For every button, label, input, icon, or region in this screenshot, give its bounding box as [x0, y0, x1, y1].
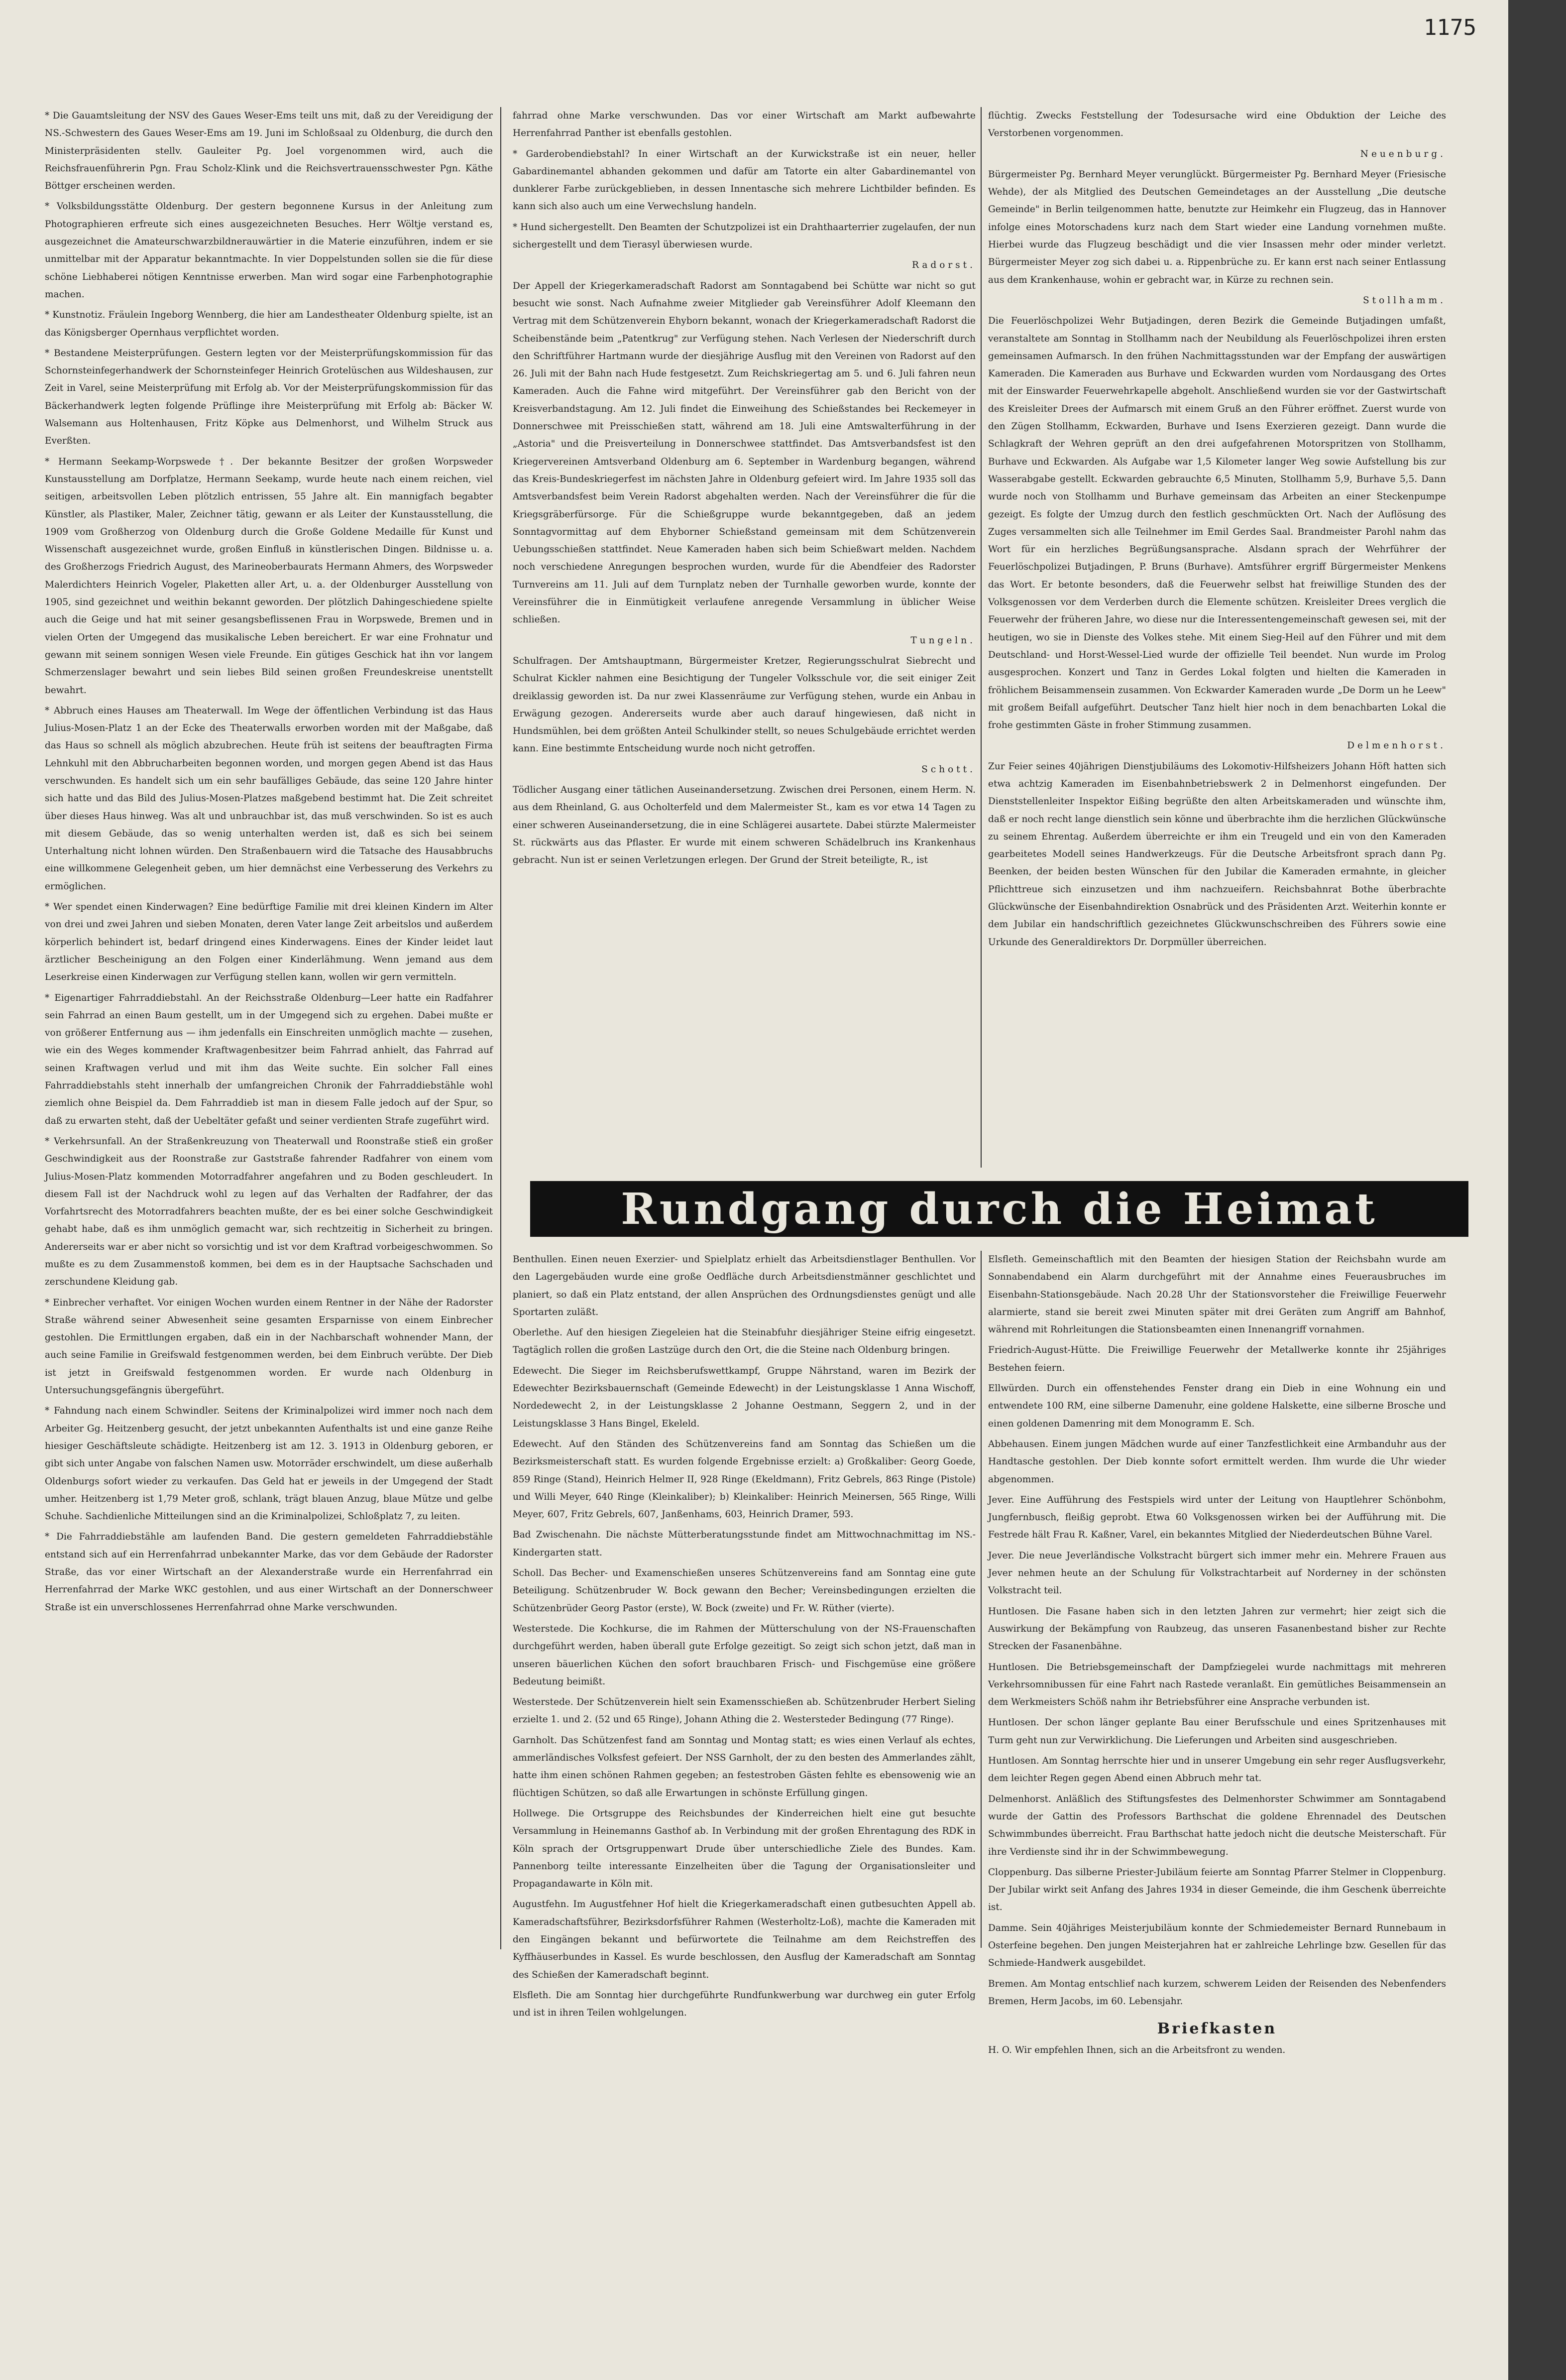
briefkasten-text: H. O. Wir empfehlen Ihnen, sich an die Arbeitsfront zu wenden.: [988, 2045, 1286, 2056]
article-paragraph: Huntlosen. Die Betriebsgemeinschaft der Dampfziegelei wurde nachmittags mit mehreren Verkehrsomnibussen für eine Fahrt nach Rastede veranlaßt. Ein gemütliches Beisammensein an dem Werkmeisters Schöß nahm ihr Betriebsführer eine Ansprache verbunden ist.: [988, 1662, 1446, 1708]
article-paragraph: * Fahndung nach einem Schwindler. Seitens der Kriminalpolizei wird immer noch nach dem Arbeiter Gg. Heitzenberg gesucht, der jetzt unbekannten Aufenthalts ist und eine ganze Reihe hiesiger Geschäftsleute schädigte. Heitzenberg ist am 12. 3. 1913 in Oldenburg geboren, er gibt sich unter Angabe von falschen Namen usw. Motorräder erschwindelt, um diese außerhalb Oldenburgs sofort wieder zu verkaufen. Das Geld hat er jeweils in der Umgegend der Stadt umher. Heitzenberg ist 1,79 Meter groß, schlank, trägt blauen Anzug, blaue Mütze und gelbe Schuhe. Sachdienliche Mitteilungen sind an die Kriminalpolizei, Schloßplatz 7, zu leiten.: [45, 1406, 493, 1522]
article-paragraph: Hollwege. Die Ortsgruppe des Reichsbundes der Kinderreichen hielt eine gut besuchte Versammlung in Heinemanns Gasthof ab. In Verbindung mit der großen Ehrentagung des RDK in Köln sprach der Ortsgruppenwart Drude über unterschiedliche Ziele des Bundes. Kam. Pannenborg teilte interessante Einzelheiten über die Tagung der Organisationsleiter und Propagandawarte in Köln mit.: [513, 1808, 976, 1890]
article-paragraph: Delmenhorst. Anläßlich des Stiftungsfestes des Delmenhorster Schwimmer am Sonntagabend wurde der Gattin des Professors Barthschat die goldene Ehrennadel des Deutschen Schwimmbundes überreicht. Frau Barthschat hatte jedoch nicht die deutsche Meisterschaft. Für ihre Verdienste sind ihr in der Schwimmbewegung.: [988, 1793, 1446, 1857]
article-paragraph: * Hund sichergestellt. Den Beamten der Schutzpolizei ist ein Drahthaarterrier zugelaufen, der nun sichergestellt und dem Tierasyl überwiesen wurde.: [513, 222, 976, 250]
article-paragraph: Ellwürden. Durch ein offenstehendes Fenster drang ein Dieb in eine Wohnung ein und entwendete 100 RM, eine silberne Damenuhr, eine goldene Halskette, eine silberne Brosche und einen goldenen Damenring mit dem Monogramm E. Sch.: [988, 1383, 1446, 1429]
article-paragraph: Zur Feier seines 40jährigen Dienstjubiläums des Lokomotiv-Hilfsheizers Johann Höft hatten sich etwa achtzig Kameraden im Eisenbahnbetriebswerk 2 in Delmenhorst eingefunden. Der Dienststellenleiter Inspektor Eißing begrüßte den alten Arbeitskameraden und wünschte ihm, daß er noch recht lange dienstlich sein könne und überbrachte ihm die herzlichen Glückwünsche zu seinem Ehrentag. Außerdem überreichte er ihm ein Treugeld und ein von den Kameraden gearbeitetes Modell seines Handwerkzeugs. Für die Deutsche Arbeitsfront sprach dann Pg. Beenken, der beiden besten Wünschen für den Jubilar die Kameraden ermahnte, in gleicher Pflichttreue sich einzusetzen und ihm nachzueifern. Reichsbahnrat Bothe überbrachte Glückwünsche der Eisenbahndirektion Osnabrück und des Präsidenten Arzt. Weiterhin konnte er dem Jubilar ein handschriftlich gezeichnetes Glückwunschschreiben des Führers sowie eine Urkunde des Generaldirektors Dr. Dorpmüller überreichen.: [988, 761, 1446, 948]
briefkasten-title: Briefkasten: [1157, 2020, 1277, 2038]
article-paragraph: Damme. Sein 40jähriges Meisterjubiläum konnte der Schmiedemeister Bernard Runnebaum in Osterfeine begehen. Den jungen Meisterjahren hat er zahlreiche Lehrlinge bzw. Gesellen für das Schmiede-Handwerk ausgebildet.: [988, 1922, 1446, 1969]
article-paragraph: Jever. Eine Aufführung des Festspiels wird unter der Leitung von Hauptlehrer Schönbohm, Jungfernbusch, fleißig geprobt. Etwa 60 Volksgenossen wirken bei der Aufführung mit. Die Festrede hält Frau R. Kaßner, Varel, ein bekanntes Mitglied der Niederdeutschen Bühne Varel.: [988, 1494, 1446, 1541]
article-paragraph: * Volksbildungsstätte Oldenburg. Der gestern begonnene Kursus in der Anleitung zum Photographieren erfreute sich eines ausgezeichneten Besuches. Herr Wöltje verstand es, ausgezeichnet die Amateurschwarzbildnerauwärtier in die Materie einzuführen, indem er sie unmittelbar mit der Apparatur bekanntmachte. In vier Doppelstunden sollen sie die für diese schöne Liebhaberei nötigen Kenntnisse erwerben. Man wird sogar eine Farbenphotographie machen.: [45, 201, 493, 300]
article-paragraph: * Wer spendet einen Kinderwagen? Eine bedürftige Familie mit drei kleinen Kindern im Alter von drei und zwei Jahren und sieben Monaten, deren Vater lange Zeit arbeitslos und außerdem körperlich behindert ist, bedarf dringend eines Kinderwagens. Eines der Kinder leidet laut ärztlicher Bescheinigung an den Folgen einer Kinderlähmung. Wenn jemand aus dem Leserkreise einen Kinderwagen zur Verfügung stellen kann, wollen wir gern vermitteln.: [45, 902, 493, 983]
column-2-bottom: [513, 1251, 976, 2024]
column-2-top: [513, 107, 976, 872]
article-paragraph: * Kunstnotiz. Fräulein Ingeborg Wennberg, die hier am Landestheater Oldenburg spielte, ist an das Königsberger Opernhaus verpflichtet worden.: [45, 310, 493, 338]
column-3-bottom: [988, 1251, 1446, 2062]
column-rule-3: [981, 1251, 982, 1948]
article-paragraph: Edewecht. Die Sieger im Reichsberufswettkampf, Gruppe Nährstand, waren im Bezirk der Edewechter Bezirksbauernschaft (Gemeinde Edewecht) in der Leistungsklasse 1 Anna Wischoff, Nordedewecht 2, in der Leistungsklasse 2 Johanne Oestmann, Seggern 2, und in der Leistungsklasse 3 Hans Bingel, Ekeleld.: [513, 1365, 976, 1429]
article-paragraph: Bürgermeister Pg. Bernhard Meyer verunglückt. Bürgermeister Pg. Bernhard Meyer (Friesische Wehde), der als Mitglied des Deutschen Gemeindetages an der Ausstellung „Die deutsche Gemeinde" in Berlin teilgenommen hatte, benutzte zur Heimkehr ein Flugzeug, das in Hannover infolge eines Motorschadens kurz nach dem Start wieder eine Landung vornehmen mußte. Hierbei wurde das Flugzeug beschädigt und die vier Insassen mehr oder minder verletzt. Bürgermeister Meyer zog sich dabei u. a. Rippenbrüche zu. Er kann erst nach seiner Entlassung aus dem Krankenhause, wohin er gebracht war, in Kürze zu rechnen sein.: [988, 169, 1446, 285]
article-paragraph: Oberlethe. Auf den hiesigen Ziegeleien hat die Steinabfuhr diesjähriger Steine eifrig eingesetzt. Tagtäglich rollen die großen Lastzüge durch den Ort, die die Steine nach Oldenburg bringen.: [513, 1327, 976, 1356]
article-paragraph: Huntlosen. Der schon länger geplante Bau einer Berufsschule und eines Spritzenhauses mit Turm geht nun zur Verwirklichung. Die Lieferungen und Arbeiten sind ausgeschrieben.: [988, 1717, 1446, 1746]
article-paragraph: Elsfleth. Die am Sonntag hier durchgeführte Rundfunkwerbung war durchweg ein guter Erfolg und ist in ihren Teilen wohlgelungen.: [513, 1990, 976, 2019]
location-heading: Neuenburg.: [1360, 148, 1446, 159]
article-paragraph: * Garderobendiebstahl? In einer Wirtschaft an der Kurwickstraße ist ein neuer, heller Gabardinemantel abhanden gekommen und dafür am Tatorte ein alter Gabardinemantel von dunklerer Farbe zurückgeblieben, in dessen Innentasche sich mehrere Lichtbilder befinden. Es kann sich also auch um eine Verwechslung handeln.: [513, 148, 976, 212]
column-3-top: [988, 107, 1446, 954]
article-paragraph: * Abbruch eines Hauses am Theaterwall. Im Wege der öffentlichen Verbindung ist das Haus Julius-Mosen-Platz 1 an der Ecke des Theaterwalls erworben worden mit der Maßgabe, daß das Haus so schnell als möglich abzubrechen. Heute früh ist seitens der beauftragten Firma Lehnkuhl mit den Abbrucharbeiten begonnen worden, und morgen gegen Abend ist das Haus verschwunden. Es handelt sich um ein sehr baufälliges Gebäude, das seine 120 Jahre hinter sich hatte und das Bild des Julius-Mosen-Platzes maßgebend bestimmt hat. Die Zeit schreitet über dieses Haus hinweg. Was alt und unbrauchbar ist, das muß verschwinden. So ist es auch mit diesem Gebäude, das so wenig unterhalten werden ist, daß es sich bei seinem Unterhaltung nicht lohnen würden. Den Straßenbauern wird die Tatsache des Hausabbruchs eine willkommene Gelegenheit geben, um hier demnächst eine Verbesserung des Verkehrs zu ermöglichen.: [45, 705, 493, 892]
page-number: 1175: [1424, 15, 1476, 40]
article-paragraph: Jever. Die neue Jeverländische Volkstracht bürgert sich immer mehr ein. Mehrere Frauen aus Jever nehmen heute an der Schulung für Volkstrachtarbeit auf Norderney in der schönsten Volkstracht teil.: [988, 1550, 1446, 1596]
article-paragraph: Schulfragen. Der Amtshauptmann, Bürgermeister Kretzer, Regierungsschulrat Siebrecht und Schulrat Kickler nahmen eine Besichtigung der Tungeler Volksschule vor, die seit einiger Zeit dreiklassig geworden ist. Da nur zwei Klassenräume zur Verfügung stehen, wurde ein Anbau in Erwägung gezogen. Andererseits wurde aber auch darauf hingewiesen, daß nicht in Hundsmühlen, bei dem größten Anteil Schulkinder stellt, so neues Schulgebäude errichtet werden kann. Eine bestimmte Entscheidung wurde noch nicht getroffen.: [513, 655, 976, 754]
article-paragraph: Westerstede. Der Schützenverein hielt sein Examensschießen ab. Schützenbruder Herbert Sieling erzielte 1. und 2. (52 und 65 Ringe), Johann Athing die 2. Westersteder Bedingung (77 Ringe).: [513, 1697, 976, 1725]
article-paragraph: fahrrad ohne Marke verschwunden. Das vor einer Wirtschaft am Markt aufbewahrte Herrenfahrrad Panther ist ebenfalls gestohlen.: [513, 111, 976, 139]
article-paragraph: Friedrich-August-Hütte. Die Freiwillige Feuerwehr der Metallwerke konnte ihr 25jähriges Bestehen feiern.: [988, 1345, 1446, 1373]
article-paragraph: Der Appell der Kriegerkameradschaft Radorst am Sonntagabend bei Schütte war nicht so gut besucht wie sonst. Nach Aufnahme zweier Mitglieder gab Vereinsführer Adolf Kleemann den Vertrag mit dem Schützenverein Ehyborn bekannt, wonach der Kriegerkameradschaft Radorst die Scheibenstände beim „Patentkrug" zur Verfügung stehen. Nach Verlesen der Niederschrift durch den Schriftführer Hartmann wurde der diesjährige Ausflug mit den Vereinen von Radorst auf den 26. Juli mit der Bahn nach Hude festgesetzt. Zum Reichskriegertag am 5. und 6. Juli fahren neun Kameraden. Auch die Fahne wird mitgeführt. Der Vereinsführer gab den Bericht von der Kreisverbandstagung. Am 12. Juli findet die Einweihung des Schießstandes bei Reckemeyer in Donnerschwee mit Preisschießen statt, während am 18. Juli eine Amtswalterführung in der „Astoria" und die Preisverteilung in Donnerschwee stattfindet. Das Amtsverbandsfest ist den Kriegervereinen Amtsverband Oldenburg am 6. September in Wardenburg begangen, während das Kreis-Bundeskriegerfest im nächsten Jahre in Oldenburg gefeiert wird. Im Jahre 1935 soll das Amtsverbandsfest beim Verein Radorst abgehalten werden. Nach der Vereinsführer die für die Kriegsgräberfürsorge. Für die Schießgruppe wurde bekanntgegeben, daß an jedem Sonntagvormittag auf dem Ehyborner Schießstand gemeinsam mit dem Schützenverein Uebungsschießen stattfindet. Neue Kameraden haben sich beim Schießwart melden. Nachdem noch verschiedene Anregungen besprochen wurden, wurde für die Abendfeier des Radorster Turnvereins am 11. Juli auf dem Turnplatz neben der Turnhalle geworben wurde, konnte der Vereinsführer die in Einmütigkeit verlaufene anregende Versammlung in üblicher Weise schließen.: [513, 280, 976, 625]
location-heading: Delmenhorst.: [1347, 740, 1446, 751]
article-paragraph: * Verkehrsunfall. An der Straßenkreuzung von Theaterwall und Roonstraße stieß ein großer Geschwindigkeit aus der Roonstraße zur Gaststraße fahrender Radfahrer von einem vom Julius-Mosen-Platz kommenden Motorradfahrer angefahren und zu Boden geschleudert. In diesem Fall ist der Nachdruck wohl zu legen auf das Verhalten der Radfahrer, der das Vorfahrtsrecht des Motorradfahrers beachten mußte, der es bei einer solche Geschwindigkeit gehabt habe, daß es ihm unmöglich gemacht war, sich rechtzeitig in Sicherheit zu bringen. Andererseits war er aber nicht so vorsichtig und ist vor dem Kraftrad vorbeigeschwommen. So mußte es zu dem Zusammenstoß kommen, bei dem es in der Hauptsache Sachschaden und zerschundene Kleidung gab.: [45, 1136, 493, 1288]
article-paragraph: * Bestandene Meisterprüfungen. Gestern legten vor der Meisterprüfungskommission für das Schornsteinfegerhandwerk der Schornsteinfeger Heinrich Grotelüschen aus Wildeshausen, zur Zeit in Varel, seine Meisterprüfung mit Erfolg ab. Vor der Meisterprüfungskommission für das Bäckerhandwerk legten folgende Prüflinge ihre Meisterprüfung mit Erfolg ab: Bäcker W. Walsemann aus Holtenhausen, Fritz Köpke aus Delmenhorst, und Wilhelm Struck aus Everßten.: [45, 348, 493, 447]
article-paragraph: Westerstede. Die Kochkurse, die im Rahmen der Mütterschulung von der NS-Frauenschaften durchgeführt werden, haben überall gute Erfolge gezeitigt. So zeigt sich schon jetzt, daß man in unseren bäuerlichen Küchen den sofort brauchbaren Frisch- und Fischgemüse eine größere Bedeutung beimißt.: [513, 1623, 976, 1687]
article-paragraph: flüchtig. Zwecks Feststellung der Todesursache wird eine Obduktion der Leiche des Verstorbenen vorgenommen.: [988, 111, 1446, 139]
article-paragraph: Abbehausen. Einem jungen Mädchen wurde auf einer Tanzfestlichkeit eine Armbanduhr aus der Handtasche gestohlen. Der Dieb konnte sofort ermittelt werden. Ihm wurde die Uhr wieder abgenommen.: [988, 1438, 1446, 1485]
location-heading: Schott.: [921, 764, 976, 775]
article-paragraph: Benthullen. Einen neuen Exerzier- und Spielplatz erhielt das Arbeitsdienstlager Benthullen. Vor den Lagergebäuden wurde eine große Oedfläche durch Arbeitsdienstmänner geschlichtet und planiert, so daß ein Platz entstand, der allen Ansprüchen des Ordnungsdienstes genügt und alle Sportarten zuläßt.: [513, 1254, 976, 1317]
article-paragraph: * Die Fahrraddiebstähle am laufenden Band. Die gestern gemeldeten Fahrraddiebstähle entstand sich auf ein Herrenfahrrad unbekannter Marke, das vor dem Gebäude der Radorster Straße, das vor einer Wirtschaft an der Alexanderstraße wurde ein Herrenfahrrad ein Herrenfahrrad der Marke WKC gestohlen, und aus einer Wirtschaft an der Donnerschweer Straße ist ein unverschlossenes Herrenfahrrad ohne Marke verschwunden.: [45, 1532, 493, 1613]
location-heading: Radorst.: [911, 260, 976, 271]
article-paragraph: * Hermann Seekamp-Worpswede †. Der bekannte Besitzer der großen Worpsweder Kunstausstellung am Dorfplatze, Hermann Seekamp, wurde heute nach einem reichen, viel seitigen, arbeitsvollen Leben plötzlich entrissen, 55 Jahre alt. Ein mannigfach begabter Künstler, als Plastiker, Maler, Zeichner tätig, gewann er als Leiter der Kunstausstellung, die 1909 vom Großherzog von Oldenburg durch die Große Goldene Medaille für Kunst und Wissenschaft ausgezeichnet wurde, großen Einfluß in künstlerischen Dingen. Bildnisse u. a. des Großherzogs Friedrich August, des Marineoberbaurats Hermann Ahmers, des Worpsweder Malerdichters Heinrich Vogeler, Plaketten aller Art, u. a. der Oldenburger Ausstellung von 1905, sind gezeichnet und weithin bekannt geworden. Der plötzlich Dahingeschiedene spielte auch die Geige und hat mit seiner gesangsbeflissenen Frau in Worpswede, Bremen und in vielen Orten der Umgegend das musikalische Leben bereichert. Er war eine Frohnatur und gewann mit seinem sonnigen Wesen viele Freunde. Ein gütiges Geschick hat ihn vor langem Schmerzenslager bewahrt und sein liebes Bild seinen großen Freundeskreise unentstellt bewahrt.: [45, 456, 493, 696]
article-paragraph: Huntlosen. Am Sonntag herrschte hier und in unserer Umgebung ein sehr reger Ausflugsverkehr, dem leichter Regen gegen Abend einen Abbruch mehr tat.: [988, 1756, 1446, 1784]
article-paragraph: Tödlicher Ausgang einer tätlichen Auseinandersetzung. Zwischen drei Personen, einem Herm. N. aus dem Rheinland, G. aus Ocholterfeld und dem Malermeister St., kam es vor etwa 14 Tagen zu einer schweren Auseinandersetzung, die in eine Schlägerei ausartete. Dabei stürzte Malermeister St. rückwärts aus das Pflaster. Er wurde mit einem schweren Schädelbruch ins Krankenhaus gebracht. Nun ist er seinen Verletzungen erlegen. Der Grund der Streit beteiligte, R., ist: [513, 784, 976, 866]
location-heading: Tungeln.: [910, 635, 976, 646]
section-banner: Rundgang durch die Heimat: [530, 1181, 1468, 1237]
article-paragraph: Elsfleth. Gemeinschaftlich mit den Beamten der hiesigen Station der Reichsbahn wurde am Sonnabendabend ein Alarm durchgeführt mit der Annahme eines Feuerausbruches im Eisenbahn-Stationsgebäude. Nach 20.28 Uhr der Stationsvorsteher die Freiwillige Feuerwehr alarmierte, stand sie bereit zwei Minuten später mit drei Geräten zum Angriff am Bahnhof, während mit Rohrleitungen die Stationsbeamten einen Innenangriff vornahmen.: [988, 1254, 1446, 1335]
column-rule-2: [981, 107, 982, 1168]
article-paragraph: Bremen. Am Montag entschlief nach kurzem, schwerem Leiden der Reisenden des Nebenfenders Bremen, Herm Jacobs, im 60. Lebensjahr.: [988, 1978, 1446, 2007]
article-paragraph: * Eigenartiger Fahrraddiebstahl. An der Reichsstraße Oldenburg—Leer hatte ein Radfahrer sein Fahrrad an einen Baum gestellt, um in der Umgegend sich zu ergehen. Dabei mußte er von größerer Entfernung aus — ihm jedenfalls ein Einschreiten unmöglich machte — zusehen, wie ein des Weges kommender Kraftwagenbesitzer beim Fahrrad anhielt, das Fahrrad auf seinen Kraftwagen verlud und mit ihm das Weite suchte. Ein solcher Fall eines Fahrraddiebstahls steht innerhalb der umfangreichen Chronik der Fahrraddiebstähle wohl ziemlich ohne Beispiel da. Dem Fahrraddieb ist man in diesem Falle jedoch auf der Spur, so daß zu erwarten steht, daß der Uebeltäter gefaßt und seiner verdienten Strafe zugeführt wird.: [45, 992, 493, 1126]
article-paragraph: * Einbrecher verhaftet. Vor einigen Wochen wurden einem Rentner in der Nähe der Radorster Straße während seiner Abwesenheit seine gesamten Ersparnisse von einem Einbrecher gestohlen. Die Ermittlungen ergaben, daß ein in der Nachbarschaft wohnender Mann, der auch seine Familie in Greifswald festgenommen werden, bei dem Einbruch verübte. Der Dieb ist jetzt in Greifswald festgenommen worden. Er wurde nach Oldenburg in Untersuchungsgefängnis übergeführt.: [45, 1297, 493, 1396]
article-paragraph: Bad Zwischenahn. Die nächste Mütterberatungsstunde findet am Mittwochnachmittag im NS.-Kindergarten statt.: [513, 1530, 976, 1558]
article-paragraph: Die Feuerlöschpolizei Wehr Butjadingen, deren Bezirk die Gemeinde Butjadingen umfaßt, veranstaltete am Sonntag in Stollhamm nach der Neubildung als Feuerlöschpolizei ihren ersten gemeinsamen Aufmarsch. In den frühen Nachmittagsstunden war der Empfang der auswärtigen Kameraden. Die Kameraden aus Burhave und Eckwarden wurden vom Nordausgang des Ortes mit der Einswarder Feuerwehrkapelle abgeholt. Anschließend wurden sie vor der Gastwirtschaft des Kreisleiter Drees der Aufmarsch mit einem Gruß an den Führer eröffnet. Zuerst wurde von den Zügen Stollhamm, Eckwarden, Burhave und Isens Exerzieren gezeigt. Dann wurde die Schlagkraft der Wehren geprüft an den drei aufgefahrenen Motorspritzen von Stollhamm, Burhave und Eckwarden. Als Aufgabe war 1,5 Kilometer langer Weg sowie Aufstellung bis zur Wasserabgabe gestellt. Eckwarden gebrauchte 6,5 Minuten, Stollhamm 5,9, Burhave 5,5. Dann wurde noch von Stollhamm und Burhave gemeinsam das Arbeiten an einer Steckenpumpe gezeigt. Es folgte der Umzug durch den festlich geschmückten Ort. Nach der Auflösung des Zuges versammelten sich alle Teilnehmer im Emil Gerdes Saal. Brandmeister Parohl nahm das Wort für ein herzliches Begrüßungsansprache. Alsdann sprach der Wehrführer der Feuerlöschpolizei Butjadingen, P. Bruns (Burhave). Amtsführer ergriff Bürgermeister Menkens das Wort. Er betonte besonders, daß die Feuerwehr selbst hat freiwillige Stunden des der Volksgenossen vor dem Verderben durch die Elemente schützen. Kreisleiter Drees verglich die Feuerwehr der früheren Jahre, wo diese nur die Interessentengemeinschaft gewesen sei, mit der heutigen, wo sie in Dienste des Volkes stehe. Mit einem Sieg-Heil auf den Führer und mit dem Deutschland- und Horst-Wessel-Lied wurde der offizielle Teil beendet. Nun wurde im Prolog ausgesprochen. Konzert und Tanz in Gerdes Lokal folgten und hielten die Kameraden in fröhlichem Beisammensein zusammen. Von Eckwarder Kameraden wurde „De Dorm un he Leew" mit großem Beifall aufgeführt. Deutscher Tanz hielt hier noch in dem benachbarten Lokal die frohe gestimmten Gäste in froher Stimmung zusammen.: [988, 316, 1446, 731]
article-paragraph: Cloppenburg. Das silberne Priester-Jubiläum feierte am Sonntag Pfarrer Stelmer in Cloppenburg. Der Jubilar wirkt seit Anfang des Jahres 1934 in dieser Gemeinde, die ihm Geschenk überreichte ist.: [988, 1867, 1446, 1913]
article-paragraph: Garnholt. Das Schützenfest fand am Sonntag und Montag statt; es wies einen Verlauf als echtes, ammerländisches Volksfest gefeiert. Der NSS Garnholt, der zu den besten des Ammerlandes zählt, hatte ihm einen schönen Rahmen gegeben; an festestroben Gästen fehlte es ebensowenig wie an flüchtigen Schützen, so daß alle Erwartungen in schönste Erfüllung gingen.: [513, 1735, 976, 1798]
article-paragraph: * Die Gauamtsleitung der NSV des Gaues Weser-Ems teilt uns mit, daß zu der Vereidigung der NS.-Schwestern des Gaues Weser-Ems am 19. Juni im Schloßsaal zu Oldenburg, die durch den Ministerpräsidenten stellv. Gauleiter Pg. Joel vorgenommen wird, auch die Reichsfrauenführerin Pgn. Frau Scholz-Klink und die Reichsvertrauensschwester Pgn. Käthe Böttger erscheinen werden.: [45, 111, 493, 192]
column-1: [45, 107, 493, 1949]
article-paragraph: Scholl. Das Becher- und Examenschießen unseres Schützenvereins fand am Sonntag eine gute Beteiligung. Schützenbruder W. Bock gewann den Becher; Vereinsbedingungen erzielten die Schützenbrüder Georg Pastor (erste), W. Bock (zweite) und Fr. W. Rüther (vierte).: [513, 1568, 976, 1614]
article-paragraph: Augustfehn. Im Augustfehner Hof hielt die Kriegerkameradschaft einen gutbesuchten Appell ab. Kameradschaftsführer, Bezirksdorfsführer Rahmen (Westerholtz-Loß), machte die Kameraden mit den Eingängen bekannt und befürwortete die Teilnahme am dem Reichstreffen des Kyffhäuserbundes in Kassel. Es wurde beschlossen, den Ausflug der Kameradschaft am Sonntag des Schießen der Kameradschaft beginnt.: [513, 1899, 976, 1980]
location-heading: Stollhamm.: [1363, 295, 1446, 306]
article-paragraph: Edewecht. Auf den Ständen des Schützenvereins fand am Sonntag das Schießen um die Bezirksmeisterschaft statt. Es wurden folgende Ergebnisse erzielt: a) Großkaliber: Georg Goede, 859 Ringe (Stand), Heinrich Helmer II, 928 Ringe (Ekeldmann), Fritz Gebrels, 863 Ringe (Pistole) und Willi Meyer, 640 Ringe (Kleinkaliber); b) Kleinkaliber: Heinrich Meinersen, 565 Ringe, Willi Meyer, 607, Fritz Gebrels, 607, Janßenhams, 603, Heinrich Dramer, 593.: [513, 1438, 976, 1520]
article-paragraph: Huntlosen. Die Fasane haben sich in den letzten Jahren zur vermehrt; hier zeigt sich die Auswirkung der Bekämpfung von Raubzeug, das unseren Fasanenbestand bisher zur Rechte Strecken der Fasanenbähne.: [988, 1606, 1446, 1652]
scan-edge: [1508, 0, 1566, 2380]
column-rule-1: [500, 107, 501, 1949]
